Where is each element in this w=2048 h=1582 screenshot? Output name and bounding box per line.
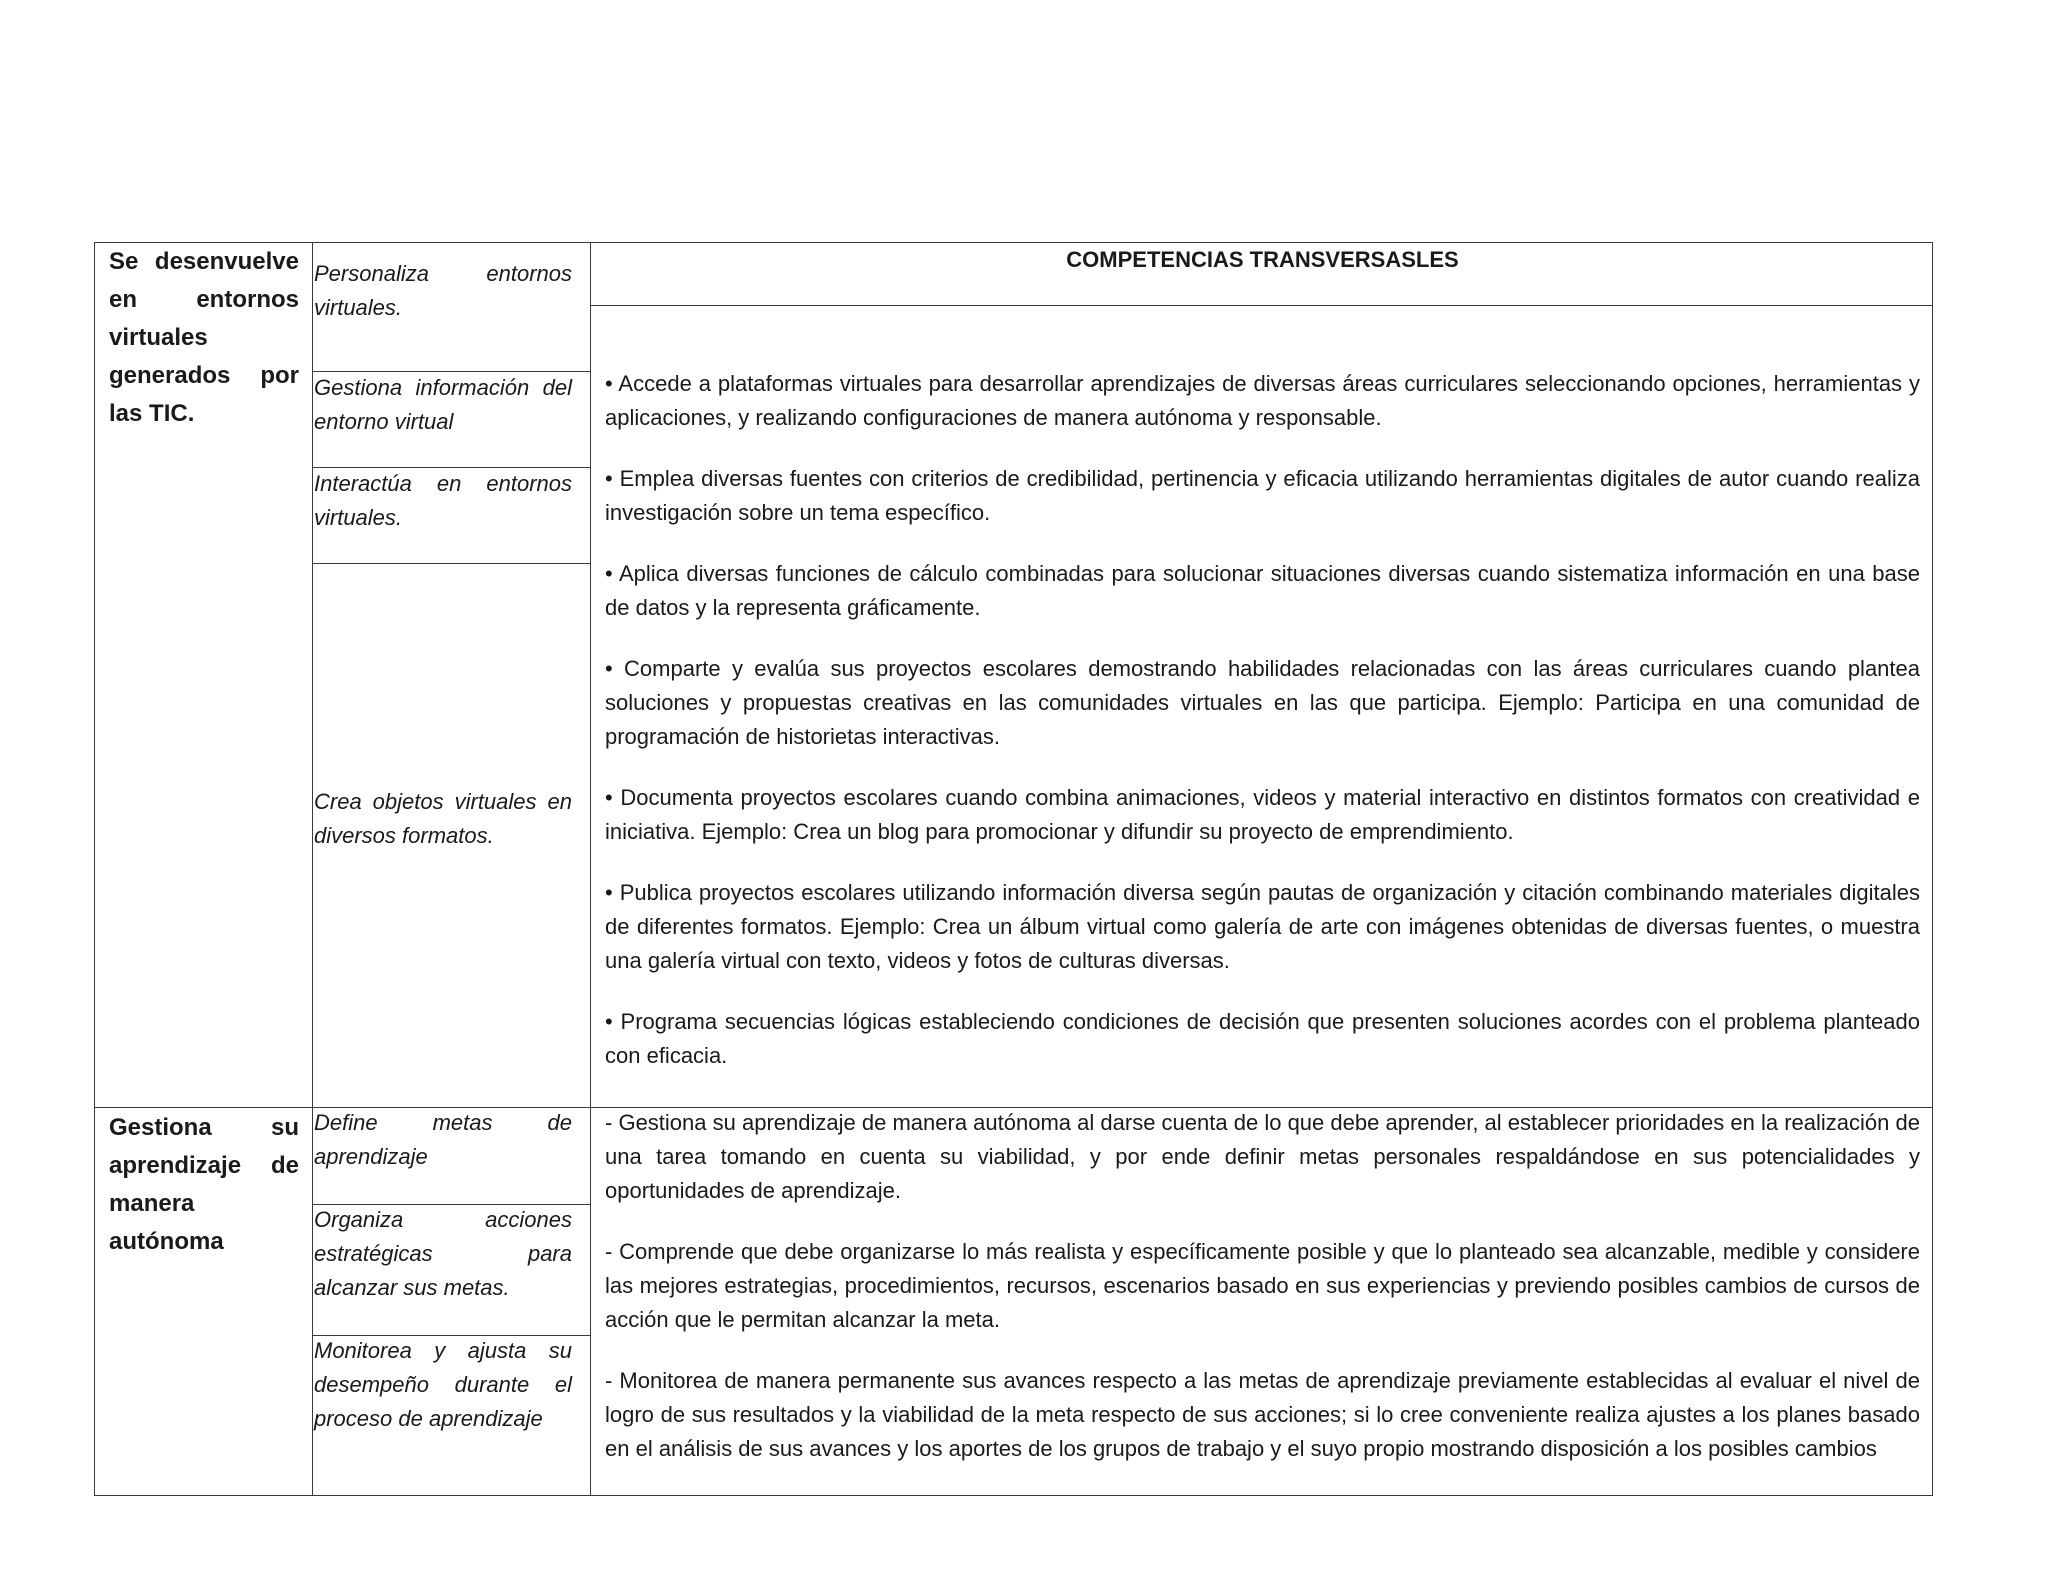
capacity-label: Define metas de aprendizaje <box>314 1110 572 1169</box>
descriptor-item: • Programa secuencias lógicas estableciendo condiciones de decisión que presenten soluciones acordes con el problema planteado con eficacia. <box>605 1009 1920 1068</box>
capacity-label: Interactúa en entornos virtuales. <box>314 471 572 530</box>
descriptor-item: • Accede a plataformas virtuales para desarrollar aprendizajes de diversas áreas curriculares seleccionando opciones, herramientas y aplicaciones, y realizando configuraciones de manera autónoma y responsable. <box>605 371 1920 430</box>
descriptor-item: - Comprende que debe organizarse lo más realista y específicamente posible y que lo planteado sea alcanzable, medible y considere las mejores estrategias, procedimientos, recursos, escenarios basado en sus experiencias y previendo posibles cambios de cursos de acción que le permitan alcanzar la meta. <box>605 1239 1920 1332</box>
column-divider <box>590 243 591 1495</box>
table-header: COMPETENCIAS TRANSVERSASLES <box>1066 247 1459 272</box>
capacity-label: Gestiona información del entorno virtual <box>314 375 572 434</box>
descriptor-list <box>605 1106 1920 1493</box>
descriptor-item: - Gestiona su aprendizaje de manera autónoma al darse cuenta de lo que debe aprender, al establecer prioridades en la realización de una tarea tomando en cuenta su viabilidad, y por ende definir metas personales respaldándose en sus potencialidades y oportunidades de aprendizaje. <box>605 1110 1920 1203</box>
descriptor-item: • Aplica diversas funciones de cálculo combinadas para solucionar situaciones diversas cuando sistematiza información en una base de datos y la representa gráficamente. <box>605 561 1920 620</box>
capacity-divider <box>312 563 590 564</box>
competencies-table <box>94 242 1933 1496</box>
descriptor-item: • Publica proyectos escolares utilizando información diversa según pautas de organización y citación combinando materiales digitales de diferentes formatos. Ejemplo: Crea un álbum virtual como galería de arte con imágenes obtenidas de diversas fuentes, o muestra una galería virtual con texto, videos y fotos de culturas diversas. <box>605 880 1920 973</box>
capacity-label: Personaliza entornos virtuales. <box>314 261 572 320</box>
capacity-label: Crea objetos virtuales en diversos formatos. <box>314 789 572 848</box>
capacity-label: Monitorea y ajusta su desempeño durante el proceso de aprendizaje <box>314 1338 572 1431</box>
descriptor-item: • Documenta proyectos escolares cuando combina animaciones, videos y material interactivo en distintos formatos con creatividad e iniciativa. Ejemplo: Crea un blog para promocionar y difundir su proyecto de emprendimiento. <box>605 785 1920 844</box>
header-divider <box>590 305 1932 306</box>
competency-label: Gestiona su aprendizaje de manera autónoma <box>109 1114 299 1255</box>
descriptor-item: • Comparte y evalúa sus proyectos escolares demostrando habilidades relacionadas con las áreas curriculares cuando plantea soluciones y propuestas creativas en las comunidades virtuales en las que participa. Ejemplo: Participa en una comunidad de programación de historietas interactivas. <box>605 656 1920 749</box>
column-divider <box>312 243 313 1495</box>
descriptor-item: • Emplea diversas fuentes con criterios de credibilidad, pertinencia y eficacia utilizando herramientas digitales de autor cuando realiza investigación sobre un tema específico. <box>605 466 1920 525</box>
capacity-label: Organiza acciones estratégicas para alcanzar sus metas. <box>314 1207 572 1300</box>
competency-label: Se desenvuelve en entornos virtuales generados por las TIC. <box>109 248 299 427</box>
descriptor-item: - Monitorea de manera permanente sus avances respecto a las metas de aprendizaje previamente establecidas al evaluar el nivel de logro de sus resultados y la viabilidad de la meta respecto de sus acciones; si lo cree conveniente realiza ajustes a los planes basado en el análisis de sus avances y los aportes de los grupos de trabajo y el suyo propio mostrando disposición a los posibles cambios <box>605 1368 1920 1461</box>
descriptor-list <box>605 367 1920 1100</box>
